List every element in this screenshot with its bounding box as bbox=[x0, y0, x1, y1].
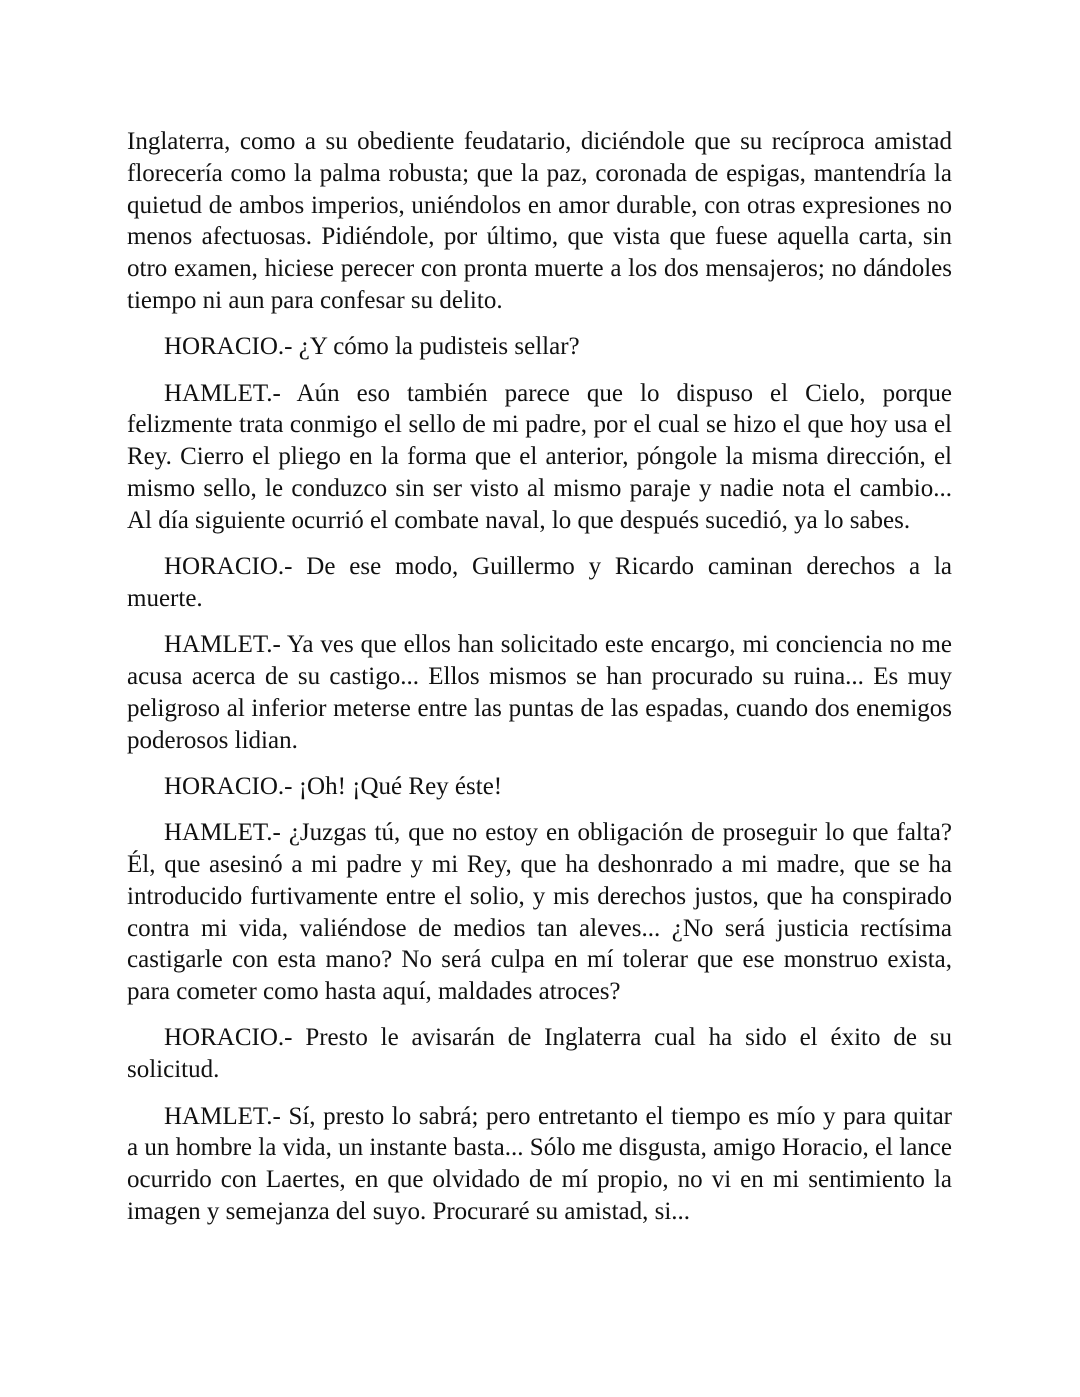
paragraph-horacio-1: HORACIO.- ¿Y cómo la pudisteis sellar? bbox=[164, 333, 580, 361]
paragraph-continuation: Inglaterra, como a su obediente feudatario, diciéndole que su recíproca amistad florecería como la palma robusta; que la paz, coronada de espigas, mantendría la quietud de ambos imperios, uniéndolos en amor durable, con otras expresiones no menos afectuosas. Pidiéndole, por último, que vista que fuese aquella carta, sin otro examen, hiciese perecer con pronta muerte a los dos mensajeros; no dándoles tiempo ni aun para confesar su delito. bbox=[127, 128, 952, 314]
paragraph-hamlet-3: HAMLET.- ¿Juzgas tú, que no estoy en obligación de proseguir lo que falta? Él, que asesinó a mi padre y mi Rey, que ha deshonrado a mi madre, que se ha introducido furtivamente entre el solio, y mis derechos justos, que ha conspirado contra mi vida, valiéndose de medios tan aleves... ¿No será justicia rectísima castigarle con esta mano? No será culpa en mí tolerar que ese monstruo exista, para cometer como hasta aquí, maldades atroces? bbox=[127, 819, 952, 1006]
paragraph-hamlet-2: HAMLET.- Ya ves que ellos han solicitado este encargo, mi conciencia no me acusa acerca de su castigo... Ellos mismos se han procurado su ruina... Es muy peligroso al inferior meterse entre las puntas de las espadas, cuando dos enemigos poderosos lidian. bbox=[127, 631, 952, 754]
paragraph-horacio-4: HORACIO.- Presto le avisarán de Inglaterra cual ha sido el éxito de su solicitud. bbox=[127, 1024, 952, 1084]
paragraph-hamlet-1: HAMLET.- Aún eso también parece que lo dispuso el Cielo, porque felizmente trata conmigo el sello de mi padre, por el cual se hizo el que hoy usa el Rey. Cierro el pliego en la forma que el anterior, póngole la misma dirección, el mismo sello, le conduzco sin ser visto al mismo paraje y nadie nota el cambio... Al día siguiente ocurrió el combate naval, lo que después sucedió, ya lo sabes. bbox=[127, 379, 952, 534]
paragraph-horacio-3: HORACIO.- ¡Oh! ¡Qué Rey éste! bbox=[164, 772, 503, 800]
paragraph-hamlet-4: HAMLET.- Sí, presto lo sabrá; pero entretanto el tiempo es mío y para quitar a un hombre la vida, un instante basta... Sólo me disgusta, amigo Horacio, el lance ocurrido con Laertes, en que olvidado de mí propio, no vi en mi sentimiento la imagen y semejanza del suyo. Procuraré su amistad, si... bbox=[127, 1102, 952, 1225]
paragraph-horacio-2: HORACIO.- De ese modo, Guillermo y Ricardo caminan derechos a la muerte. bbox=[127, 553, 952, 612]
document-page bbox=[127, 126, 952, 1242]
